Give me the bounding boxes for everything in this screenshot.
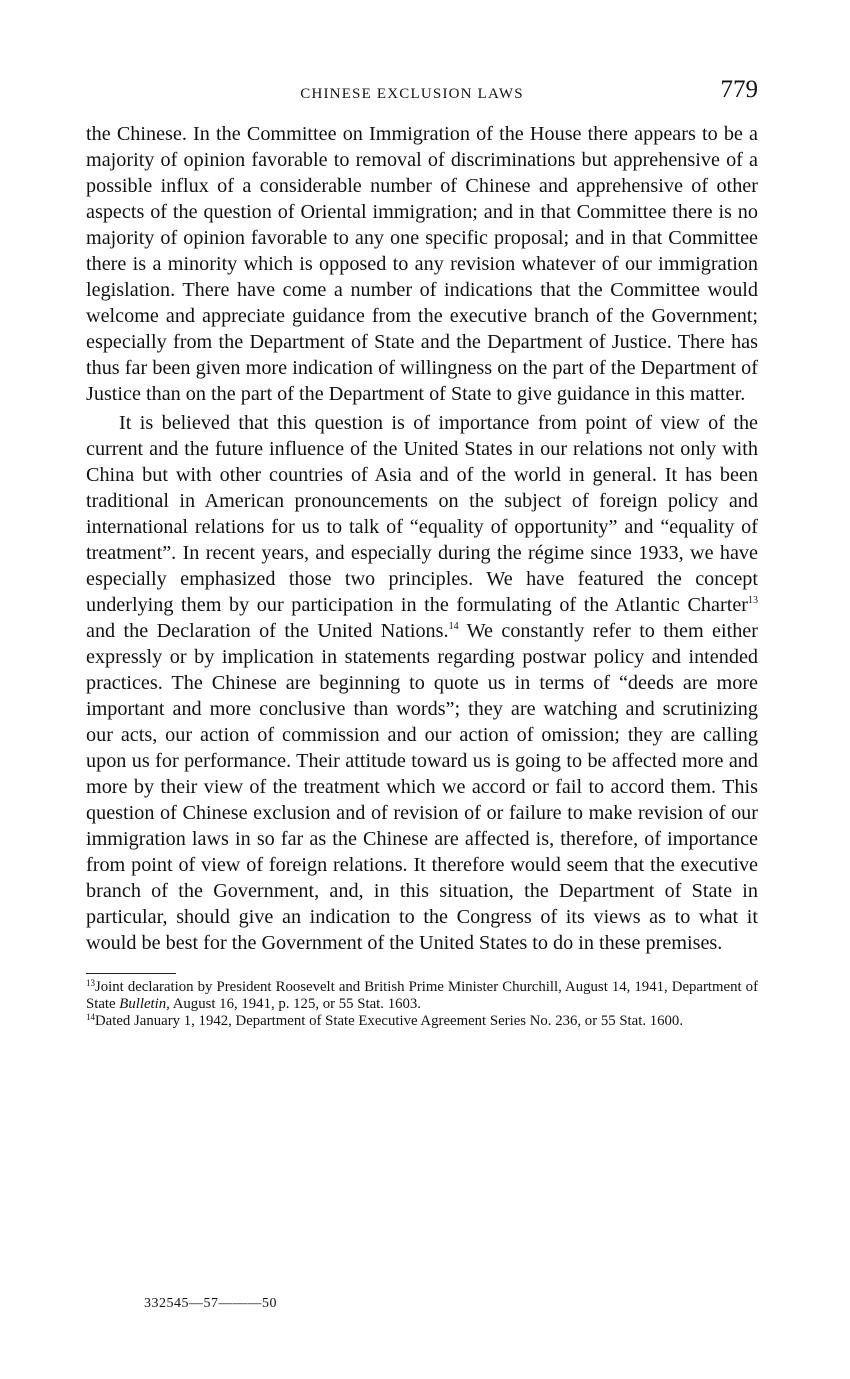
footnote-13-text-b: August 16, 1941, p. 125, or 55 Stat. 1603. bbox=[169, 996, 421, 1012]
footnote-14-text: Dated January 1, 1942, Department of State Executive Agreement Series No. 236, or 55 Stat. 1600. bbox=[95, 1013, 684, 1029]
footnote-14 bbox=[86, 1013, 758, 1030]
document-page bbox=[86, 76, 758, 1030]
print-code: 332545—57———50 bbox=[144, 1296, 277, 1311]
paragraph-2-part-a: It is believed that this question is of importance from point of view of the current and the future influence of the United States in our relations not only with China but with other countries of Asia and of the world in general. It has been traditional in American pronouncements on the subject of foreign policy and international relations for us to talk of “equality of opportunity” and “equality of treatment”. In recent years, and especially during the régime since 1933, we have especially emphasized those two principles. We have featured the concept underlying them by our participation in the formulating of the Atlantic Charter bbox=[86, 412, 758, 617]
footnote-ref-13: 13 bbox=[748, 595, 758, 607]
paragraph-1: the Chinese. In the Committee on Immigration of the House there appears to be a majority of opinion favorable to removal of discriminations but apprehensive of a possible influx of a considerable number of Chinese and apprehensive of other aspects of the question of Oriental immigration; and in that Committee there is no majority of opinion favorable to any one specific proposal; and in that Committee there is a minority which is opposed to any revision whatever of our immigration legislation. There have come a number of indications that the Committee would welcome and appreciate guidance from the executive branch of the Government; especially from the Department of State and the Department of Justice. There has thus far been given more indication of willingness on the part of the Department of Justice than on the part of the Department of State to give guidance in this matter. bbox=[86, 123, 758, 405]
footnote-13-text-a: Joint declaration by President Roosevelt and British Prime Minister Churchill, August 14, 1941, Department of State bbox=[86, 979, 758, 1012]
footnote-13-marker: 13 bbox=[86, 978, 95, 988]
footnote-14-marker: 14 bbox=[86, 1012, 95, 1022]
running-title: CHINESE EXCLUSION LAWS bbox=[300, 86, 524, 102]
footnote-13-italic: Bulletin, bbox=[119, 996, 170, 1012]
running-head bbox=[86, 76, 758, 110]
paragraph-2-part-b: and the Declaration of the United Nations. bbox=[86, 620, 449, 643]
body-text bbox=[86, 122, 758, 957]
footnote-ref-14: 14 bbox=[448, 621, 459, 633]
paragraph-2 bbox=[86, 411, 758, 956]
page-number: 779 bbox=[720, 76, 758, 103]
paragraph-2-part-c: We constantly refer to them either expressly or by implication in statements regarding postwar policy and intended practices. The Chinese are beginning to quote us in terms of “deeds are more important and more conclusive than words”; they are watching and scrutinizing our acts, our action of commission and our action of omission; they are calling upon us for performance. Their attitude toward us is going to be affected more and more by their view of the treatment which we accord or fail to accord them. This question of Chinese exclusion and of revision of or failure to make revision of our immigration laws in so far as the Chinese are affected is, therefore, of importance from point of view of foreign relations. It therefore would seem that the executive branch of the Government, and, in this situation, the Department of State in particular, should give an indication to the Congress of its views as to what it would be best for the Government of the United States to do in these premises. bbox=[86, 620, 758, 954]
footnote-13 bbox=[86, 979, 758, 1013]
footnote-divider bbox=[86, 973, 176, 975]
